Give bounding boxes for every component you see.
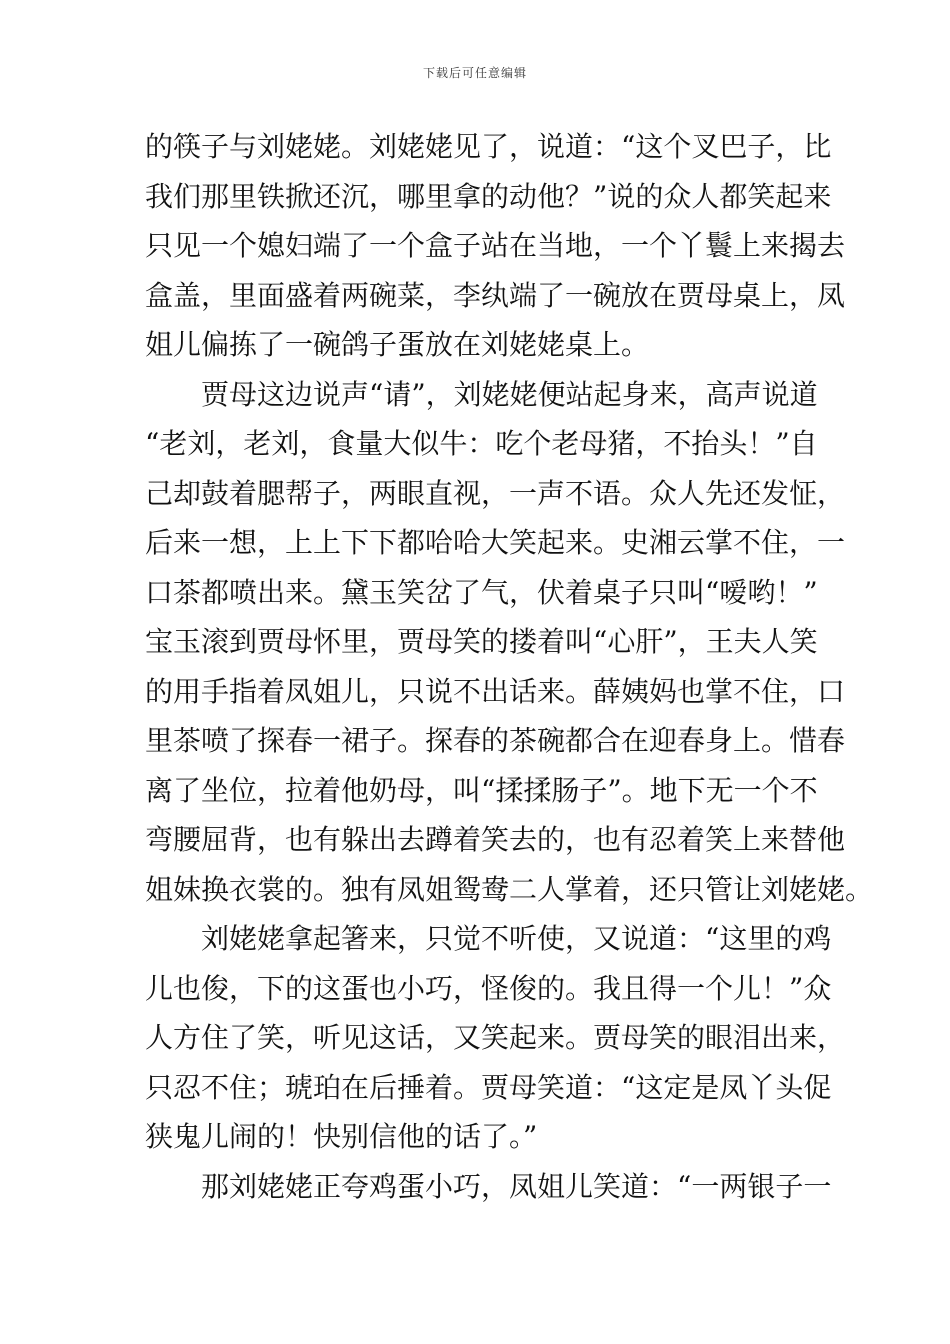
text-line: 刘姥姥拿起箸来，只觉不听使，又说道：“这里的鸡	[201, 922, 832, 955]
text-line: 那刘姥姥正夸鸡蛋小巧，凤姐儿笑道：“一两银子一	[201, 1169, 832, 1203]
paragraph	[145, 370, 874, 915]
text-line: 弯腰屈背，也有躲出去蹲着笑去的，也有忍着笑上来替他	[145, 823, 846, 856]
text-line: 只忍不住；琥珀在后捶着。贾母笑道：“这定是凤丫头促	[145, 1070, 832, 1104]
body-text	[145, 122, 874, 1211]
text-line: 人方住了笑，听见这话，又笑起来。贾母笑的眼泪出来，	[145, 1021, 846, 1054]
text-line: 姐儿偏拣了一碗鸽子蛋放在刘姥姥桌上。	[145, 328, 650, 361]
text-line: 我们那里铁掀还沉，哪里拿的动他？”说的众人都笑起来	[145, 179, 832, 213]
text-line: 口茶都喷出来。黛玉笑岔了气，伏着桌子只叫“嗳哟！”	[145, 575, 818, 609]
text-line: 贾母这边说声“请”，刘姥姥便站起身来，高声说道	[201, 377, 818, 411]
text-line: 己却鼓着腮帮子，两眼直视，一声不语。众人先还发怔，	[145, 476, 846, 510]
text-line: 盒盖，里面盛着两碗菜，李纨端了一碗放在贾母桌上，凤	[145, 278, 846, 312]
text-line: 离了坐位，拉着他奶母，叫“揉揉肠子”。地下无一个不	[145, 773, 818, 807]
text-line: 姐妹换衣裳的。独有凤姐鸳鸯二人掌着，还只管让刘姥姥。	[145, 872, 874, 906]
paragraph	[145, 1162, 832, 1212]
page-header: 下载后可任意编辑	[422, 66, 527, 80]
text-line: 后来一想，上上下下都哈哈大笑起来。史湘云掌不住，一	[145, 526, 846, 559]
paragraph	[145, 914, 846, 1162]
text-line: 的用手指着凤姐儿，只说不出话来。薛姨妈也掌不住，口	[145, 674, 846, 708]
paragraph	[145, 122, 846, 370]
text-line: “老刘，老刘，食量大似牛：吃个老母猪，不抬头！”自	[145, 427, 818, 460]
text-line: 里茶喷了探春一裙子。探春的茶碗都合在迎春身上。惜春	[145, 724, 846, 757]
text-line: 狭鬼儿闹的！快别信他的话了。”	[145, 1120, 538, 1153]
text-line: 只见一个媳妇端了一个盒子站在当地，一个丫鬟上来揭去	[145, 229, 846, 262]
text-line: 儿也俊，下的这蛋也小巧，怪俊的。我且得一个儿！”众	[145, 971, 832, 1005]
text-line: 的筷子与刘姥姥。刘姥姥见了，说道：“这个叉巴子，比	[145, 130, 832, 163]
text-line: 宝玉滚到贾母怀里，贾母笑的搂着叫“心肝”，王夫人笑	[145, 625, 818, 658]
